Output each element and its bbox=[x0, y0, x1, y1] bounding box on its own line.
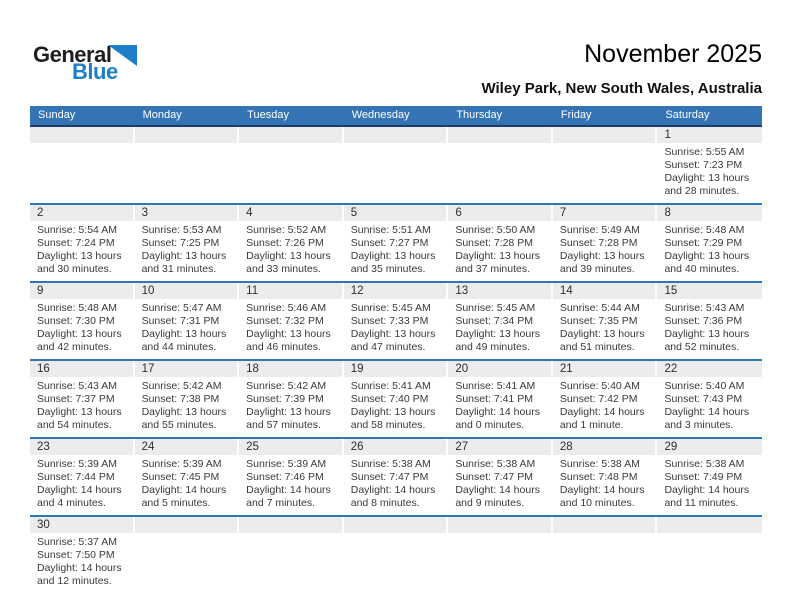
day-cell bbox=[239, 205, 344, 281]
day-sunset: Sunset: 7:47 PM bbox=[350, 471, 429, 483]
weekday-header-friday: Friday bbox=[560, 109, 592, 121]
day-details bbox=[135, 299, 240, 359]
weekday-header-tuesday: Tuesday bbox=[247, 109, 289, 121]
day-number: 20 bbox=[448, 361, 551, 377]
day-sunrise: Sunrise: 5:39 AM bbox=[141, 458, 222, 470]
day-number: 27 bbox=[448, 439, 551, 455]
day-details bbox=[135, 455, 240, 515]
day-sunrise: Sunrise: 5:40 AM bbox=[559, 380, 640, 392]
day-sunrise: Sunrise: 5:43 AM bbox=[37, 380, 117, 392]
day-number: 29 bbox=[657, 439, 762, 455]
day-details bbox=[553, 299, 658, 359]
day-daylight: Daylight: 14 hours and 11 minutes. bbox=[664, 484, 750, 509]
day-sunrise: Sunrise: 5:47 AM bbox=[141, 302, 222, 314]
day-details bbox=[448, 455, 553, 515]
day-sunrise: Sunrise: 5:39 AM bbox=[246, 458, 327, 470]
day-sunrise: Sunrise: 5:39 AM bbox=[37, 458, 117, 470]
day-details bbox=[30, 299, 135, 359]
day-sunrise: Sunrise: 5:38 AM bbox=[455, 458, 536, 470]
day-cell bbox=[657, 361, 762, 437]
day-details bbox=[344, 221, 449, 281]
day-number bbox=[553, 127, 656, 143]
day-number: 15 bbox=[657, 283, 762, 299]
day-number: 30 bbox=[30, 517, 133, 533]
day-sunset: Sunset: 7:44 PM bbox=[37, 471, 115, 483]
day-details bbox=[30, 533, 135, 593]
title-block bbox=[481, 40, 762, 97]
day-daylight: Daylight: 14 hours and 9 minutes. bbox=[455, 484, 540, 509]
day-number: 17 bbox=[135, 361, 238, 377]
day-sunrise: Sunrise: 5:45 AM bbox=[455, 302, 536, 314]
day-sunrise: Sunrise: 5:41 AM bbox=[350, 380, 431, 392]
day-sunset: Sunset: 7:30 PM bbox=[37, 315, 115, 327]
day-cell-empty bbox=[344, 127, 449, 203]
day-cell bbox=[239, 283, 344, 359]
day-sunset: Sunset: 7:46 PM bbox=[246, 471, 324, 483]
weekday-header-thursday: Thursday bbox=[456, 109, 503, 121]
weekday-header-row bbox=[30, 106, 762, 127]
day-number bbox=[448, 127, 551, 143]
day-sunset: Sunset: 7:45 PM bbox=[141, 471, 220, 483]
day-sunset: Sunset: 7:27 PM bbox=[350, 237, 429, 249]
day-cell-empty bbox=[135, 517, 240, 593]
day-number: 10 bbox=[135, 283, 238, 299]
day-details bbox=[239, 377, 344, 437]
day-details bbox=[657, 455, 762, 515]
day-sunset: Sunset: 7:49 PM bbox=[664, 471, 743, 483]
day-details bbox=[448, 533, 553, 593]
day-cell bbox=[553, 205, 658, 281]
day-daylight: Daylight: 14 hours and 10 minutes. bbox=[559, 484, 645, 509]
day-cell bbox=[135, 283, 240, 359]
day-sunset: Sunset: 7:32 PM bbox=[246, 315, 324, 327]
page-subtitle: Wiley Park, New South Wales, Australia bbox=[481, 80, 762, 97]
day-cell bbox=[448, 205, 553, 281]
day-details bbox=[657, 533, 762, 593]
day-number: 28 bbox=[553, 439, 656, 455]
calendar-week-row bbox=[30, 127, 762, 205]
day-sunset: Sunset: 7:34 PM bbox=[455, 315, 533, 327]
day-cell-empty bbox=[344, 517, 449, 593]
day-cell bbox=[448, 361, 553, 437]
day-sunset: Sunset: 7:23 PM bbox=[664, 159, 743, 171]
day-number: 11 bbox=[239, 283, 342, 299]
day-daylight: Daylight: 13 hours and 51 minutes. bbox=[559, 328, 645, 353]
day-sunrise: Sunrise: 5:41 AM bbox=[455, 380, 536, 392]
day-number: 6 bbox=[448, 205, 551, 221]
day-sunset: Sunset: 7:50 PM bbox=[37, 549, 115, 561]
day-sunrise: Sunrise: 5:38 AM bbox=[664, 458, 745, 470]
day-cell bbox=[239, 439, 344, 515]
day-sunset: Sunset: 7:43 PM bbox=[664, 393, 743, 405]
logo-text-general: General bbox=[33, 42, 112, 67]
day-daylight: Daylight: 13 hours and 47 minutes. bbox=[350, 328, 436, 353]
day-number: 13 bbox=[448, 283, 551, 299]
day-daylight: Daylight: 14 hours and 5 minutes. bbox=[141, 484, 227, 509]
day-number bbox=[657, 517, 762, 533]
day-sunrise: Sunrise: 5:45 AM bbox=[350, 302, 431, 314]
day-number: 12 bbox=[344, 283, 447, 299]
day-number bbox=[344, 127, 447, 143]
day-sunrise: Sunrise: 5:40 AM bbox=[664, 380, 745, 392]
day-daylight: Daylight: 13 hours and 44 minutes. bbox=[141, 328, 227, 353]
day-details bbox=[344, 143, 449, 203]
day-number: 23 bbox=[30, 439, 133, 455]
day-sunrise: Sunrise: 5:46 AM bbox=[246, 302, 327, 314]
day-sunrise: Sunrise: 5:38 AM bbox=[559, 458, 640, 470]
day-details bbox=[448, 299, 553, 359]
day-details bbox=[30, 221, 135, 281]
day-daylight: Daylight: 13 hours and 49 minutes. bbox=[455, 328, 540, 353]
day-number bbox=[553, 517, 656, 533]
day-details bbox=[239, 143, 344, 203]
day-number: 25 bbox=[239, 439, 342, 455]
day-cell bbox=[135, 361, 240, 437]
day-sunset: Sunset: 7:39 PM bbox=[246, 393, 324, 405]
day-daylight: Daylight: 13 hours and 57 minutes. bbox=[246, 406, 331, 431]
day-daylight: Daylight: 14 hours and 1 minute. bbox=[559, 406, 645, 431]
day-sunrise: Sunrise: 5:53 AM bbox=[141, 224, 222, 236]
day-number: 7 bbox=[553, 205, 656, 221]
calendar-body bbox=[30, 127, 762, 593]
day-daylight: Daylight: 14 hours and 3 minutes. bbox=[664, 406, 750, 431]
day-daylight: Daylight: 13 hours and 42 minutes. bbox=[37, 328, 122, 353]
day-sunset: Sunset: 7:38 PM bbox=[141, 393, 220, 405]
day-sunrise: Sunrise: 5:48 AM bbox=[37, 302, 117, 314]
day-daylight: Daylight: 14 hours and 7 minutes. bbox=[246, 484, 331, 509]
day-details bbox=[344, 377, 449, 437]
day-sunrise: Sunrise: 5:42 AM bbox=[141, 380, 222, 392]
day-cell bbox=[30, 517, 135, 593]
day-cell bbox=[448, 439, 553, 515]
day-details bbox=[344, 533, 449, 593]
day-details bbox=[344, 299, 449, 359]
day-details bbox=[448, 143, 553, 203]
day-number: 1 bbox=[657, 127, 762, 143]
day-sunset: Sunset: 7:26 PM bbox=[246, 237, 324, 249]
day-details bbox=[657, 299, 762, 359]
day-daylight: Daylight: 13 hours and 37 minutes. bbox=[455, 250, 540, 275]
day-cell bbox=[553, 283, 658, 359]
day-number: 24 bbox=[135, 439, 238, 455]
day-cell bbox=[30, 283, 135, 359]
day-details bbox=[553, 377, 658, 437]
logo-text-blue: Blue bbox=[72, 59, 118, 84]
day-daylight: Daylight: 13 hours and 30 minutes. bbox=[37, 250, 122, 275]
day-details bbox=[448, 221, 553, 281]
day-sunset: Sunset: 7:47 PM bbox=[455, 471, 533, 483]
day-cell bbox=[30, 361, 135, 437]
day-cell bbox=[448, 283, 553, 359]
day-sunset: Sunset: 7:42 PM bbox=[559, 393, 638, 405]
day-number: 14 bbox=[553, 283, 656, 299]
day-cell-empty bbox=[448, 127, 553, 203]
day-details bbox=[239, 533, 344, 593]
day-sunrise: Sunrise: 5:51 AM bbox=[350, 224, 431, 236]
day-details bbox=[657, 377, 762, 437]
day-sunrise: Sunrise: 5:54 AM bbox=[37, 224, 117, 236]
day-sunset: Sunset: 7:28 PM bbox=[559, 237, 638, 249]
weekday-header-sunday: Sunday bbox=[38, 109, 76, 121]
day-number: 8 bbox=[657, 205, 762, 221]
day-cell bbox=[30, 205, 135, 281]
day-cell bbox=[553, 361, 658, 437]
day-cell-empty bbox=[657, 517, 762, 593]
day-cell-empty bbox=[553, 517, 658, 593]
day-cell-empty bbox=[553, 127, 658, 203]
day-sunset: Sunset: 7:40 PM bbox=[350, 393, 429, 405]
day-number: 18 bbox=[239, 361, 342, 377]
day-sunset: Sunset: 7:28 PM bbox=[455, 237, 533, 249]
day-details bbox=[553, 533, 658, 593]
calendar-week-row bbox=[30, 361, 762, 439]
day-details bbox=[239, 221, 344, 281]
day-number: 19 bbox=[344, 361, 447, 377]
day-cell bbox=[135, 205, 240, 281]
day-details bbox=[30, 455, 135, 515]
day-number bbox=[239, 127, 342, 143]
day-daylight: Daylight: 13 hours and 55 minutes. bbox=[141, 406, 227, 431]
day-cell bbox=[344, 283, 449, 359]
day-number bbox=[239, 517, 342, 533]
day-cell bbox=[553, 439, 658, 515]
day-details bbox=[30, 143, 135, 203]
day-details bbox=[30, 377, 135, 437]
day-daylight: Daylight: 14 hours and 0 minutes. bbox=[455, 406, 540, 431]
day-details bbox=[448, 377, 553, 437]
day-number: 2 bbox=[30, 205, 133, 221]
day-sunset: Sunset: 7:29 PM bbox=[664, 237, 743, 249]
day-cell-empty bbox=[239, 517, 344, 593]
day-daylight: Daylight: 13 hours and 33 minutes. bbox=[246, 250, 331, 275]
day-cell bbox=[30, 439, 135, 515]
calendar-week-row bbox=[30, 205, 762, 283]
calendar-week-row bbox=[30, 517, 762, 593]
day-sunrise: Sunrise: 5:37 AM bbox=[37, 536, 117, 548]
day-cell-empty bbox=[448, 517, 553, 593]
day-number bbox=[135, 517, 238, 533]
day-daylight: Daylight: 13 hours and 52 minutes. bbox=[664, 328, 750, 353]
day-daylight: Daylight: 13 hours and 46 minutes. bbox=[246, 328, 331, 353]
day-number: 9 bbox=[30, 283, 133, 299]
day-sunset: Sunset: 7:24 PM bbox=[37, 237, 115, 249]
day-number bbox=[30, 127, 133, 143]
day-details bbox=[239, 299, 344, 359]
day-sunset: Sunset: 7:48 PM bbox=[559, 471, 638, 483]
weekday-header-wednesday: Wednesday bbox=[351, 109, 410, 121]
day-cell-empty bbox=[239, 127, 344, 203]
day-daylight: Daylight: 13 hours and 39 minutes. bbox=[559, 250, 645, 275]
calendar-week-row bbox=[30, 439, 762, 517]
day-sunset: Sunset: 7:37 PM bbox=[37, 393, 115, 405]
day-number: 16 bbox=[30, 361, 133, 377]
day-daylight: Daylight: 14 hours and 12 minutes. bbox=[37, 562, 122, 587]
day-cell bbox=[657, 283, 762, 359]
day-details bbox=[135, 533, 240, 593]
day-cell bbox=[135, 439, 240, 515]
day-daylight: Daylight: 14 hours and 4 minutes. bbox=[37, 484, 122, 509]
day-number: 21 bbox=[553, 361, 656, 377]
day-cell bbox=[344, 205, 449, 281]
day-sunrise: Sunrise: 5:43 AM bbox=[664, 302, 745, 314]
day-number bbox=[344, 517, 447, 533]
day-daylight: Daylight: 13 hours and 40 minutes. bbox=[664, 250, 750, 275]
day-details bbox=[553, 221, 658, 281]
calendar-table bbox=[30, 106, 762, 593]
day-number bbox=[135, 127, 238, 143]
day-daylight: Daylight: 14 hours and 8 minutes. bbox=[350, 484, 436, 509]
general-blue-logo bbox=[33, 44, 137, 83]
day-cell bbox=[657, 205, 762, 281]
day-sunrise: Sunrise: 5:48 AM bbox=[664, 224, 745, 236]
day-number: 3 bbox=[135, 205, 238, 221]
day-sunset: Sunset: 7:35 PM bbox=[559, 315, 638, 327]
day-cell-empty bbox=[30, 127, 135, 203]
day-number: 4 bbox=[239, 205, 342, 221]
day-daylight: Daylight: 13 hours and 58 minutes. bbox=[350, 406, 436, 431]
day-cell-empty bbox=[135, 127, 240, 203]
day-sunset: Sunset: 7:25 PM bbox=[141, 237, 220, 249]
calendar-week-row bbox=[30, 283, 762, 361]
day-cell bbox=[657, 439, 762, 515]
weekday-header-saturday: Saturday bbox=[665, 109, 710, 121]
day-sunset: Sunset: 7:33 PM bbox=[350, 315, 429, 327]
day-details bbox=[657, 221, 762, 281]
day-details bbox=[344, 455, 449, 515]
day-sunrise: Sunrise: 5:38 AM bbox=[350, 458, 431, 470]
page-title: November 2025 bbox=[584, 40, 762, 68]
day-sunrise: Sunrise: 5:50 AM bbox=[455, 224, 536, 236]
day-details bbox=[553, 455, 658, 515]
day-details bbox=[657, 143, 762, 203]
day-daylight: Daylight: 13 hours and 28 minutes. bbox=[664, 172, 750, 197]
day-cell bbox=[344, 439, 449, 515]
day-number: 5 bbox=[344, 205, 447, 221]
day-number bbox=[448, 517, 551, 533]
day-details bbox=[135, 377, 240, 437]
day-sunset: Sunset: 7:31 PM bbox=[141, 315, 220, 327]
day-daylight: Daylight: 13 hours and 54 minutes. bbox=[37, 406, 122, 431]
day-sunrise: Sunrise: 5:44 AM bbox=[559, 302, 640, 314]
weekday-header-monday: Monday bbox=[142, 109, 182, 121]
day-details bbox=[135, 143, 240, 203]
day-sunset: Sunset: 7:41 PM bbox=[455, 393, 533, 405]
day-sunrise: Sunrise: 5:42 AM bbox=[246, 380, 327, 392]
day-number: 22 bbox=[657, 361, 762, 377]
day-daylight: Daylight: 13 hours and 31 minutes. bbox=[141, 250, 227, 275]
day-sunrise: Sunrise: 5:52 AM bbox=[246, 224, 327, 236]
day-details bbox=[553, 143, 658, 203]
day-details bbox=[239, 455, 344, 515]
day-number: 26 bbox=[344, 439, 447, 455]
day-details bbox=[135, 221, 240, 281]
day-sunrise: Sunrise: 5:49 AM bbox=[559, 224, 640, 236]
day-sunset: Sunset: 7:36 PM bbox=[664, 315, 743, 327]
day-cell bbox=[239, 361, 344, 437]
day-cell bbox=[657, 127, 762, 203]
day-daylight: Daylight: 13 hours and 35 minutes. bbox=[350, 250, 436, 275]
day-cell bbox=[344, 361, 449, 437]
day-sunrise: Sunrise: 5:55 AM bbox=[664, 146, 745, 158]
